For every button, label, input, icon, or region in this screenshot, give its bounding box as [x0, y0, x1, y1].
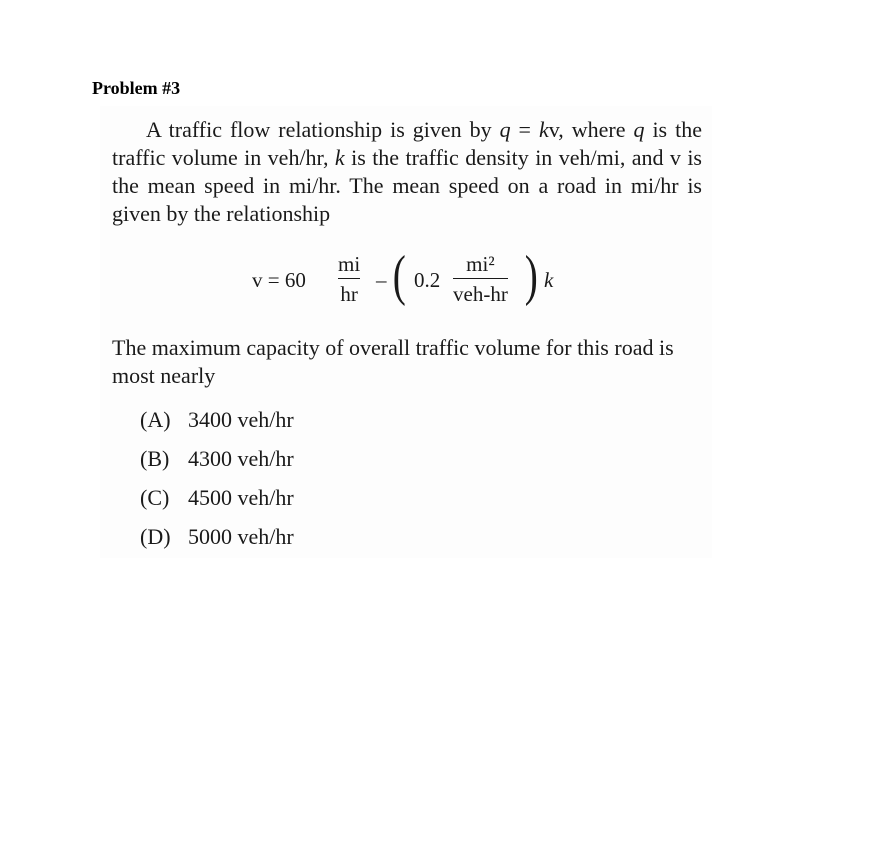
fraction-numerator: mi²: [466, 252, 495, 276]
option-a[interactable]: [140, 400, 294, 439]
problem-statement: [112, 116, 702, 228]
fraction-mi-hr: [338, 252, 360, 306]
option-label: (C): [140, 485, 170, 510]
option-c[interactable]: [140, 478, 294, 517]
intro-text-1: A traffic flow relationship is given by: [146, 117, 500, 142]
option-d[interactable]: [140, 517, 294, 556]
speed-equation: [252, 245, 572, 312]
option-value: 3400 veh/hr: [188, 407, 294, 432]
intro-text-5: is the traffic density in veh/mi, and v is the mean speed in mi/hr. The mean speed on a road in mi/hr is given by the relationship: [112, 145, 702, 226]
fraction-denominator: hr: [340, 282, 358, 306]
coefficient: 0.2: [414, 268, 441, 292]
answer-options: [140, 400, 294, 556]
option-b[interactable]: [140, 439, 294, 478]
variable-k: k: [544, 268, 554, 292]
option-label: (D): [140, 524, 171, 549]
var-k: k: [538, 117, 549, 142]
option-label: (A): [140, 407, 171, 432]
equation-lhs: v = 60: [252, 268, 306, 292]
var-q: q: [499, 117, 511, 142]
minus-sign: –: [376, 268, 387, 292]
intro-text-3: v, where: [548, 117, 634, 142]
problem-title: Problem #3: [92, 78, 181, 98]
var-q: q: [633, 117, 645, 142]
option-value: 4300 veh/hr: [188, 446, 294, 471]
fraction-bar: [453, 278, 508, 279]
fraction-denominator: veh-hr: [453, 282, 508, 306]
option-value: 4500 veh/hr: [188, 485, 294, 510]
question-text: The maximum capacity of overall traffic volume for this road is most nearly: [112, 335, 674, 388]
var-k: k: [334, 145, 345, 170]
left-paren: (: [392, 245, 406, 307]
fraction-bar: [338, 278, 360, 279]
intro-text-2: =: [510, 117, 539, 142]
fraction-mi2-vehhr: [453, 252, 508, 306]
fraction-numerator: mi: [338, 252, 361, 276]
right-paren: ): [524, 245, 538, 307]
option-value: 5000 veh/hr: [188, 524, 294, 549]
option-label: (B): [140, 446, 170, 471]
intro-text-4: is the traffic volume in veh/hr,: [112, 117, 702, 170]
